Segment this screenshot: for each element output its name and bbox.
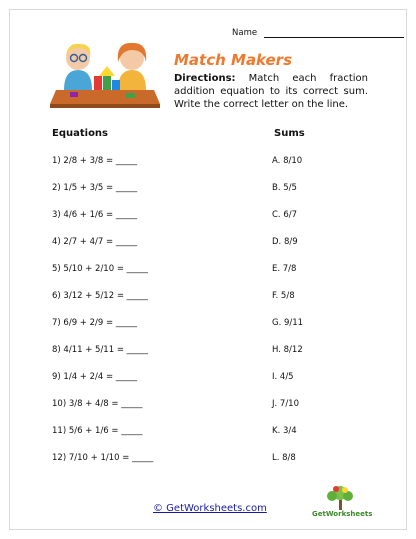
equation: 9) 1/4 + 2/4 = _____ [52,372,138,382]
problem-row [0,237,416,251]
name-label: Name [232,28,258,38]
footer-link[interactable]: © GetWorksheets.com [153,503,267,514]
equation: 2) 1/5 + 3/5 = _____ [52,183,138,193]
equation: 10) 3/8 + 4/8 = _____ [52,399,143,409]
equation: 7) 6/9 + 2/9 = _____ [52,318,138,328]
logo-text: GetWorksheets [312,510,373,518]
sum-option: K. 3/4 [272,426,297,436]
directions-text: Match each fraction addition equation to its correct sum. Write the correct letter on the line. [174,73,368,110]
equation: 1) 2/8 + 3/8 = _____ [52,156,138,166]
sum-option: L. 8/8 [272,453,296,463]
name-line [264,29,404,38]
directions-label: Directions: [174,73,236,84]
sum-option: J. 7/10 [272,399,299,409]
sum-option: G. 9/11 [272,318,304,328]
sum-option: E. 7/8 [272,264,297,274]
problem-row [0,453,416,467]
sum-option: C. 6/7 [272,210,298,220]
problem-row [0,183,416,197]
kids-building-blocks-illustration [50,38,162,108]
equation: 4) 2/7 + 4/7 = _____ [52,237,138,247]
equation: 11) 5/6 + 1/6 = _____ [52,426,143,436]
problem-row [0,264,416,278]
getworksheets-logo [312,484,373,524]
problem-row [0,156,416,170]
name-field [232,28,404,38]
worksheet-title: Match Makers [174,51,293,69]
problem-row [0,426,416,440]
problem-row [0,318,416,332]
equation: 8) 4/11 + 5/11 = _____ [52,345,148,355]
equations-heading: Equations [52,128,109,139]
sum-option: I. 4/5 [272,372,294,382]
sum-option: H. 8/12 [272,345,303,355]
problem-row [0,345,416,359]
problem-row [0,372,416,386]
equation: 12) 7/10 + 1/10 = _____ [52,453,154,463]
sum-option: D. 8/9 [272,237,298,247]
problem-row [0,399,416,413]
equation: 3) 4/6 + 1/6 = _____ [52,210,138,220]
directions [174,72,368,111]
problem-row [0,210,416,224]
sum-option: F. 5/8 [272,291,295,301]
equation: 5) 5/10 + 2/10 = _____ [52,264,148,274]
sum-option: B. 5/5 [272,183,297,193]
equation: 6) 3/12 + 5/12 = _____ [52,291,148,301]
sum-option: A. 8/10 [272,156,303,166]
tree-icon [312,484,370,512]
sums-heading: Sums [274,128,305,139]
problem-row [0,291,416,305]
